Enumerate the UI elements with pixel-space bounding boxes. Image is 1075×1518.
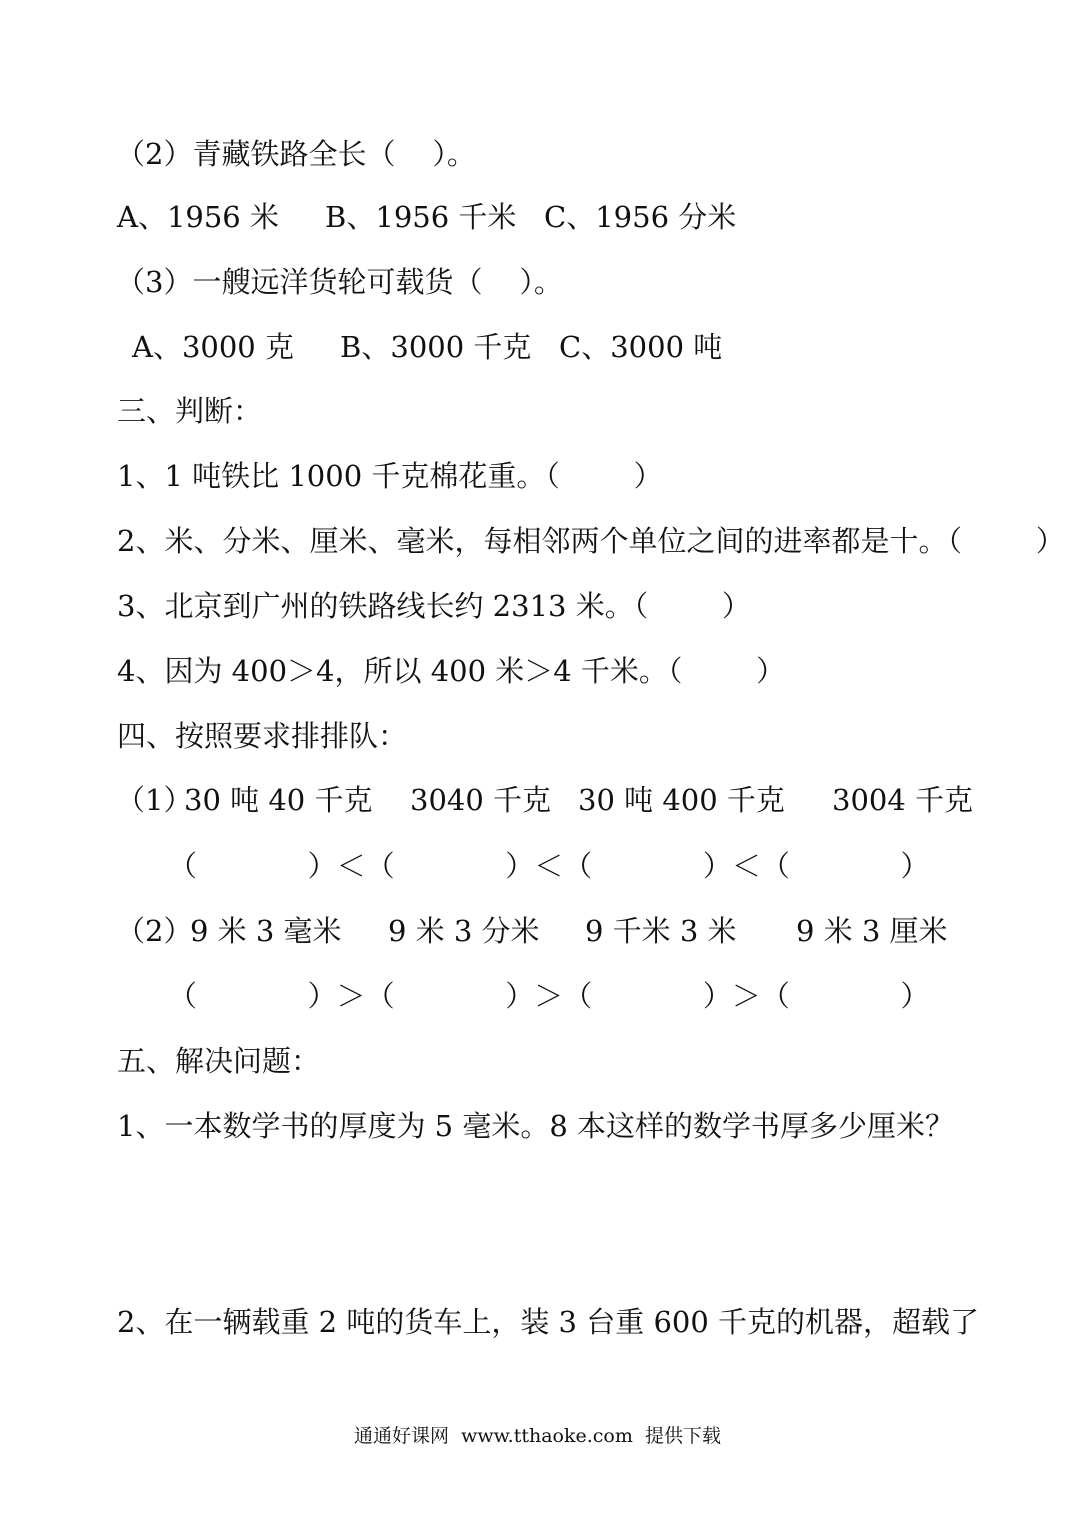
order-item: 3004 千克 [832, 783, 974, 817]
group-label: （2） [116, 914, 193, 948]
section-5-heading: 五、解决问题： [117, 1044, 321, 1078]
order-item: 9 米 3 毫米 [190, 914, 342, 948]
order-item: 9 米 3 分米 [388, 914, 540, 948]
order-item: 30 吨 40 千克 [184, 783, 373, 817]
order-item: 9 千米 3 米 [585, 914, 737, 948]
solve-question-2: 2、在一辆载重 2 吨的货车上，装 3 台重 600 千克的机器，超载了 [117, 1305, 980, 1339]
judge-item-1: 1、1 吨铁比 1000 千克棉花重。（ ） [117, 459, 663, 493]
judge-item-3: 3、北京到广州的铁路线长约 2313 米。（ ） [117, 589, 751, 623]
section-3-heading: 三、判断： [117, 394, 263, 428]
question-3-options: A、3000 克 B、3000 千克 C、3000 吨 [132, 330, 723, 364]
question-2: （2）青藏铁路全长（ ）。 [116, 137, 476, 171]
order-item: 3040 千克 [410, 783, 552, 817]
question-3: （3）一艘远洋货轮可载货（ ）。 [116, 265, 563, 299]
page-footer: 通通好课网 www.tthaoke.com 提供下载 [354, 1425, 721, 1447]
group-label: （1） [116, 783, 193, 817]
question-2-options: A、1956 米 B、1956 千米 C、1956 分米 [117, 200, 737, 234]
order-group-1 [0, 780, 1075, 820]
order-slots-2: （ ）＞（ ）＞（ ）＞（ ） [168, 979, 930, 1013]
solve-question-1: 1、一本数学书的厚度为 5 毫米。8 本这样的数学书厚多少厘米？ [117, 1109, 955, 1143]
judge-item-2: 2、米、分米、厘米、毫米，每相邻两个单位之间的进率都是十。（ ） [117, 524, 1065, 558]
order-slots-1: （ ）＜（ ）＜（ ）＜（ ） [168, 849, 930, 883]
section-4-heading: 四、按照要求排排队： [117, 719, 408, 753]
order-item: 30 吨 400 千克 [578, 783, 785, 817]
order-group-2 [0, 911, 1075, 951]
judge-item-4: 4、因为 400＞4，所以 400 米＞4 千米。（ ） [117, 654, 786, 688]
order-item: 9 米 3 厘米 [796, 914, 948, 948]
